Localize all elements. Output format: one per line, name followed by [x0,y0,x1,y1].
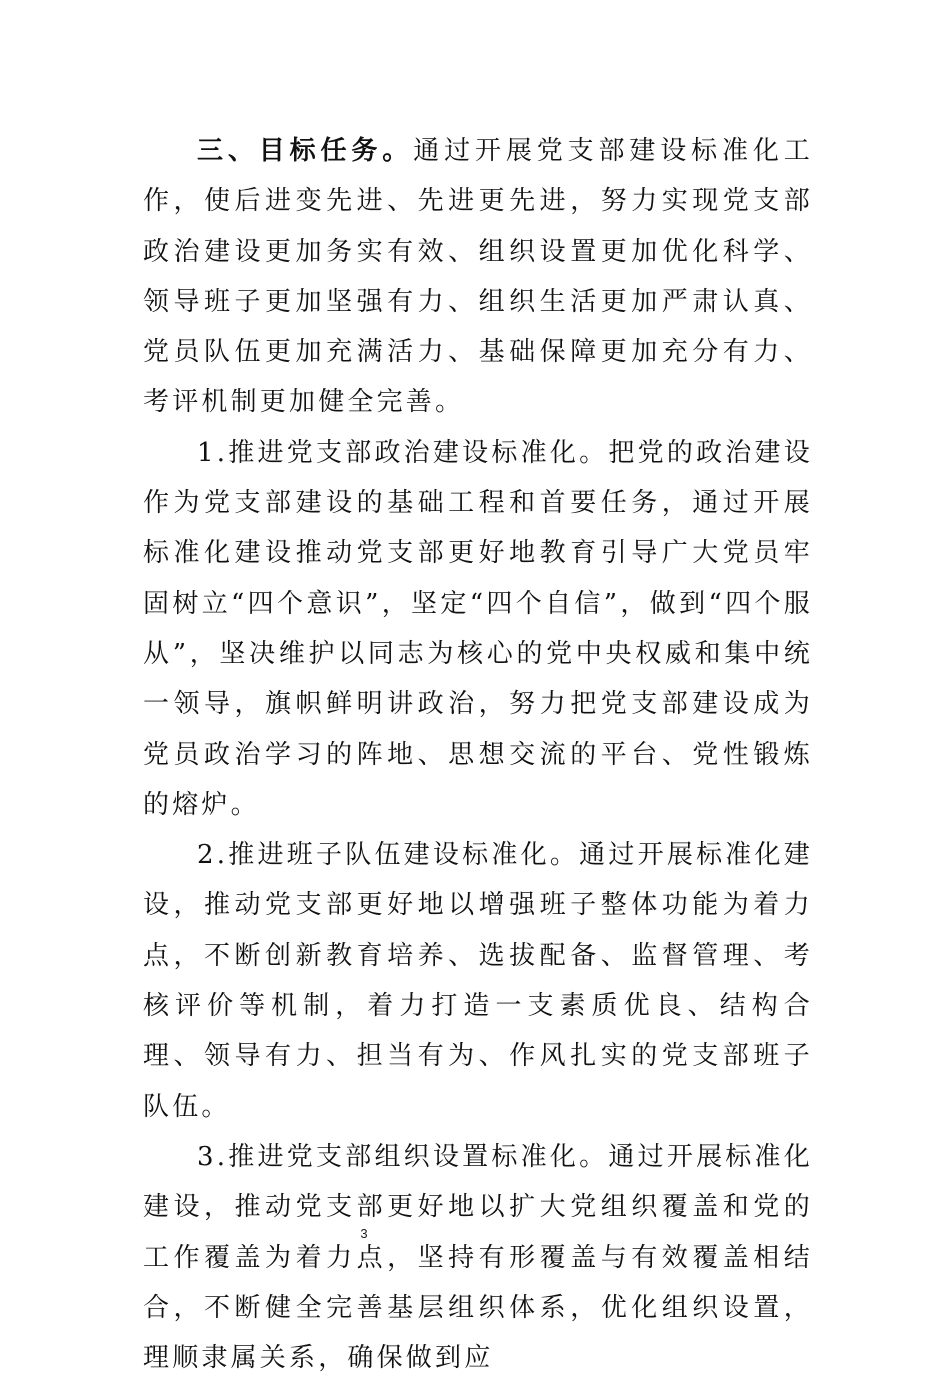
paragraph-item-1 [143,428,813,830]
paragraph-item-3 [143,1132,813,1383]
section-heading: 三、目标任务。 [197,136,414,166]
paragraph-objectives [143,126,813,428]
document-body [143,126,813,1383]
paragraph-item-2 [143,830,813,1132]
paragraph-text: 通过开展党支部建设标准化工作，使后进变先进、先进更先进，努力实现党支部政治建设更加务实有效、组织设置更加优化科学、领导班子更加坚强有力、组织生活更加严肃认真、党员队伍更加充满活力、基础保障更加充分有力、考评机制更加健全完善。 [143,136,813,418]
paragraph-text: 1.推进党支部政治建设标准化。把党的政治建设作为党支部建设的基础工程和首要任务，通过开展标准化建设推动党支部更好地教育引导广大党员牢固树立“四个意识”，坚定“四个自信”，做到“四个服从”，坚决维护以同志为核心的党中央权威和集中统一领导，旗帜鲜明讲政治，努力把党支部建设成为党员政治学习的阵地、思想交流的平台、党性锻炼的熔炉。 [143,437,813,820]
paragraph-text: 3.推进党支部组织设置标准化。通过开展标准化建设，推动党支部更好地以扩大党组织覆盖和党的工作覆盖为着力点，坚持有形覆盖与有效覆盖相结合，不断健全完善基层组织体系，优化组织设置，理顺隶属关系，确保做到应 [143,1141,813,1374]
paragraph-text: 2.推进班子队伍建设标准化。通过开展标准化建设，推动党支部更好地以增强班子整体功能为着力点，不断创新教育培养、选拔配备、监督管理、考核评价等机制，着力打造一支素质优良、结构合理、领导有力、担当有为、作风扎实的党支部班子队伍。 [143,840,813,1122]
page-number: 3 [360,1226,368,1241]
